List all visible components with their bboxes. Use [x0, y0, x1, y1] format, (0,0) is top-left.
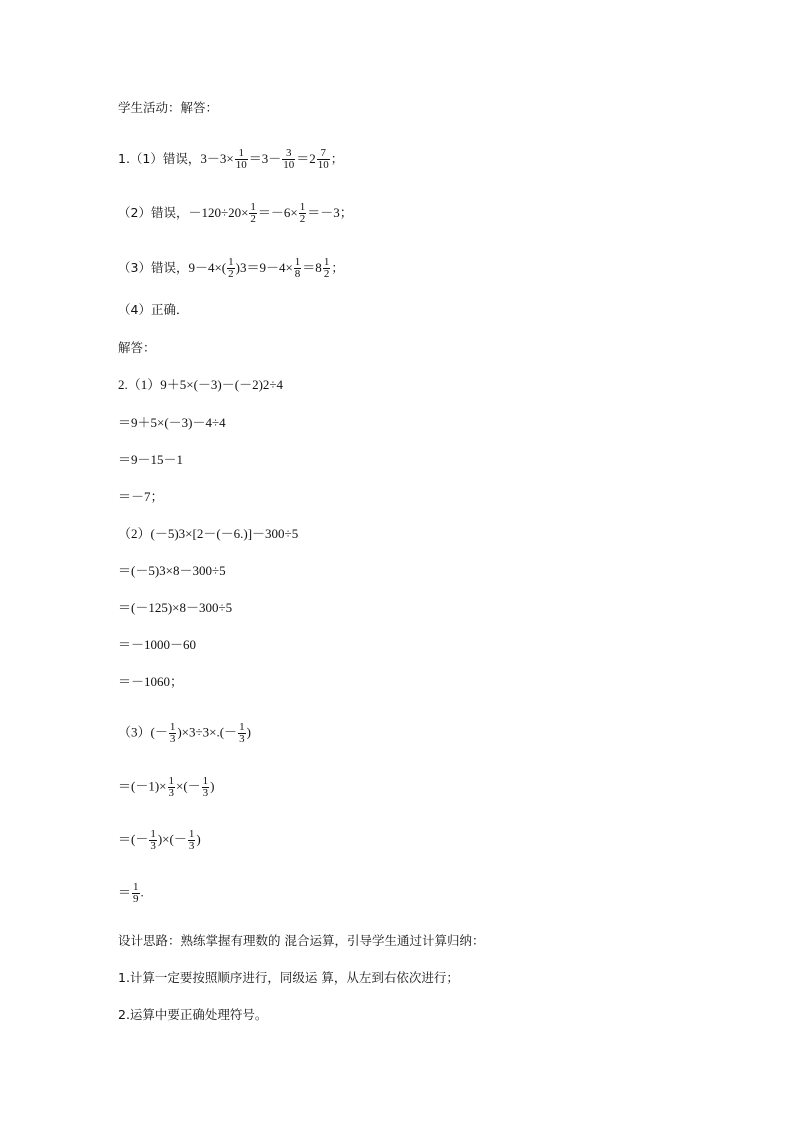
item-label: （2）错误，	[118, 205, 189, 220]
design-point-2: 2.运算中要正确处理符号。	[118, 1007, 268, 1022]
heading-student-activity: 学生活动：解答：	[118, 100, 219, 115]
fraction	[294, 257, 302, 280]
calc-line-3-start	[118, 722, 251, 745]
denominator: 2	[323, 268, 330, 280]
numerator: 1	[188, 828, 195, 840]
fraction	[317, 148, 330, 171]
numerator: 1	[239, 721, 245, 733]
numerator: 1	[323, 256, 330, 268]
calc-line	[118, 829, 201, 852]
math-text: ＝8	[302, 260, 322, 275]
denominator: 3	[188, 840, 195, 852]
math-text: ＝	[118, 884, 132, 900]
denominator: 2	[250, 213, 256, 225]
calc-line: （2）(－5)3×[2－(－6.)]－300÷5	[118, 526, 299, 541]
denominator: 9	[133, 893, 139, 905]
numerator: 1	[133, 881, 139, 893]
answer-line-3	[118, 257, 344, 280]
calc-line: 2.（1）9＋5×(－3)－(－2)2÷4	[118, 377, 284, 392]
math-text: )	[246, 724, 251, 740]
numerator: 1	[228, 256, 234, 268]
fraction	[188, 829, 196, 852]
numerator: 1	[299, 201, 306, 213]
math-text: ＝－6×	[257, 205, 298, 220]
calc-line: ＝(－5)3×8－300÷5	[118, 563, 226, 578]
calc-line: ＝－1060；	[118, 674, 184, 689]
denominator: 3	[150, 840, 156, 852]
denominator: 10	[283, 159, 295, 171]
fraction	[169, 722, 177, 745]
fraction	[249, 202, 257, 225]
fraction	[282, 148, 295, 171]
math-text: （3）(－	[118, 724, 168, 740]
calc-line: ＝(－125)×8－300÷5	[118, 600, 233, 615]
numerator: 3	[282, 148, 295, 160]
item-label: （3）错误，	[118, 260, 189, 275]
calc-line: ＝－7；	[118, 489, 164, 504]
design-idea-heading: 设计思路：熟练掌握有理数的 混合运算，引导学生通过计算归纳：	[118, 933, 485, 948]
denominator: 10	[235, 159, 247, 171]
answer-line-4: （4）正确．	[118, 302, 189, 317]
calc-line: ＝9＋5×(－3)－4÷4	[118, 415, 226, 430]
numerator: 1	[150, 828, 156, 840]
numerator: 1	[294, 256, 301, 268]
numerator: 1	[168, 775, 174, 787]
numerator: 7	[317, 148, 330, 160]
answer-line-2	[118, 202, 353, 225]
fraction	[149, 829, 157, 852]
denominator: 10	[317, 159, 329, 171]
math-text: ＝2	[296, 151, 316, 166]
math-text: ＝－3；	[307, 205, 353, 220]
math-text: )3＝9－4×	[235, 260, 293, 275]
design-point-1: 1.计算一定要按照顺序进行，同级运 算，从左到右依次进行；	[118, 970, 459, 985]
math-text: )×3÷3×.(－	[177, 724, 238, 740]
math-text: )	[210, 778, 215, 794]
math-text: ×(－	[176, 778, 201, 794]
punctuation: ；	[330, 151, 344, 166]
denominator: 3	[239, 733, 245, 745]
math-text: －120÷20×	[188, 205, 249, 220]
fraction	[132, 882, 140, 905]
denominator: 2	[299, 213, 306, 225]
numerator: 1	[169, 721, 176, 733]
item-label: 1.（1）错误，	[118, 151, 201, 166]
heading-answer: 解答：	[118, 340, 156, 355]
fraction	[168, 776, 176, 799]
math-text: 9－4×(	[188, 260, 227, 275]
math-text: ＝(－1)×	[118, 778, 167, 794]
fraction	[238, 722, 246, 745]
answer-line-1	[118, 148, 343, 171]
math-text: 3－3×	[200, 151, 234, 166]
numerator: 1	[235, 148, 248, 160]
calc-line	[118, 776, 215, 799]
fraction	[235, 148, 248, 171]
fraction	[202, 776, 210, 799]
calc-line-result	[118, 882, 144, 905]
punctuation: .	[140, 884, 144, 900]
math-text: )	[196, 831, 201, 847]
math-text: ＝3－	[248, 151, 282, 166]
denominator: 3	[169, 733, 176, 745]
fraction	[323, 257, 331, 280]
numerator: 1	[250, 201, 256, 213]
denominator: 2	[228, 268, 234, 280]
fraction	[227, 257, 235, 280]
denominator: 8	[294, 268, 301, 280]
fraction	[299, 202, 307, 225]
calc-line: ＝9－15－1	[118, 452, 184, 467]
denominator: 3	[202, 787, 209, 799]
calc-line: ＝－1000－60	[118, 637, 197, 652]
math-text: )×(－	[157, 831, 187, 847]
punctuation: ；	[331, 260, 344, 275]
math-text: ＝(－	[118, 831, 149, 847]
numerator: 1	[202, 775, 209, 787]
denominator: 3	[168, 787, 174, 799]
